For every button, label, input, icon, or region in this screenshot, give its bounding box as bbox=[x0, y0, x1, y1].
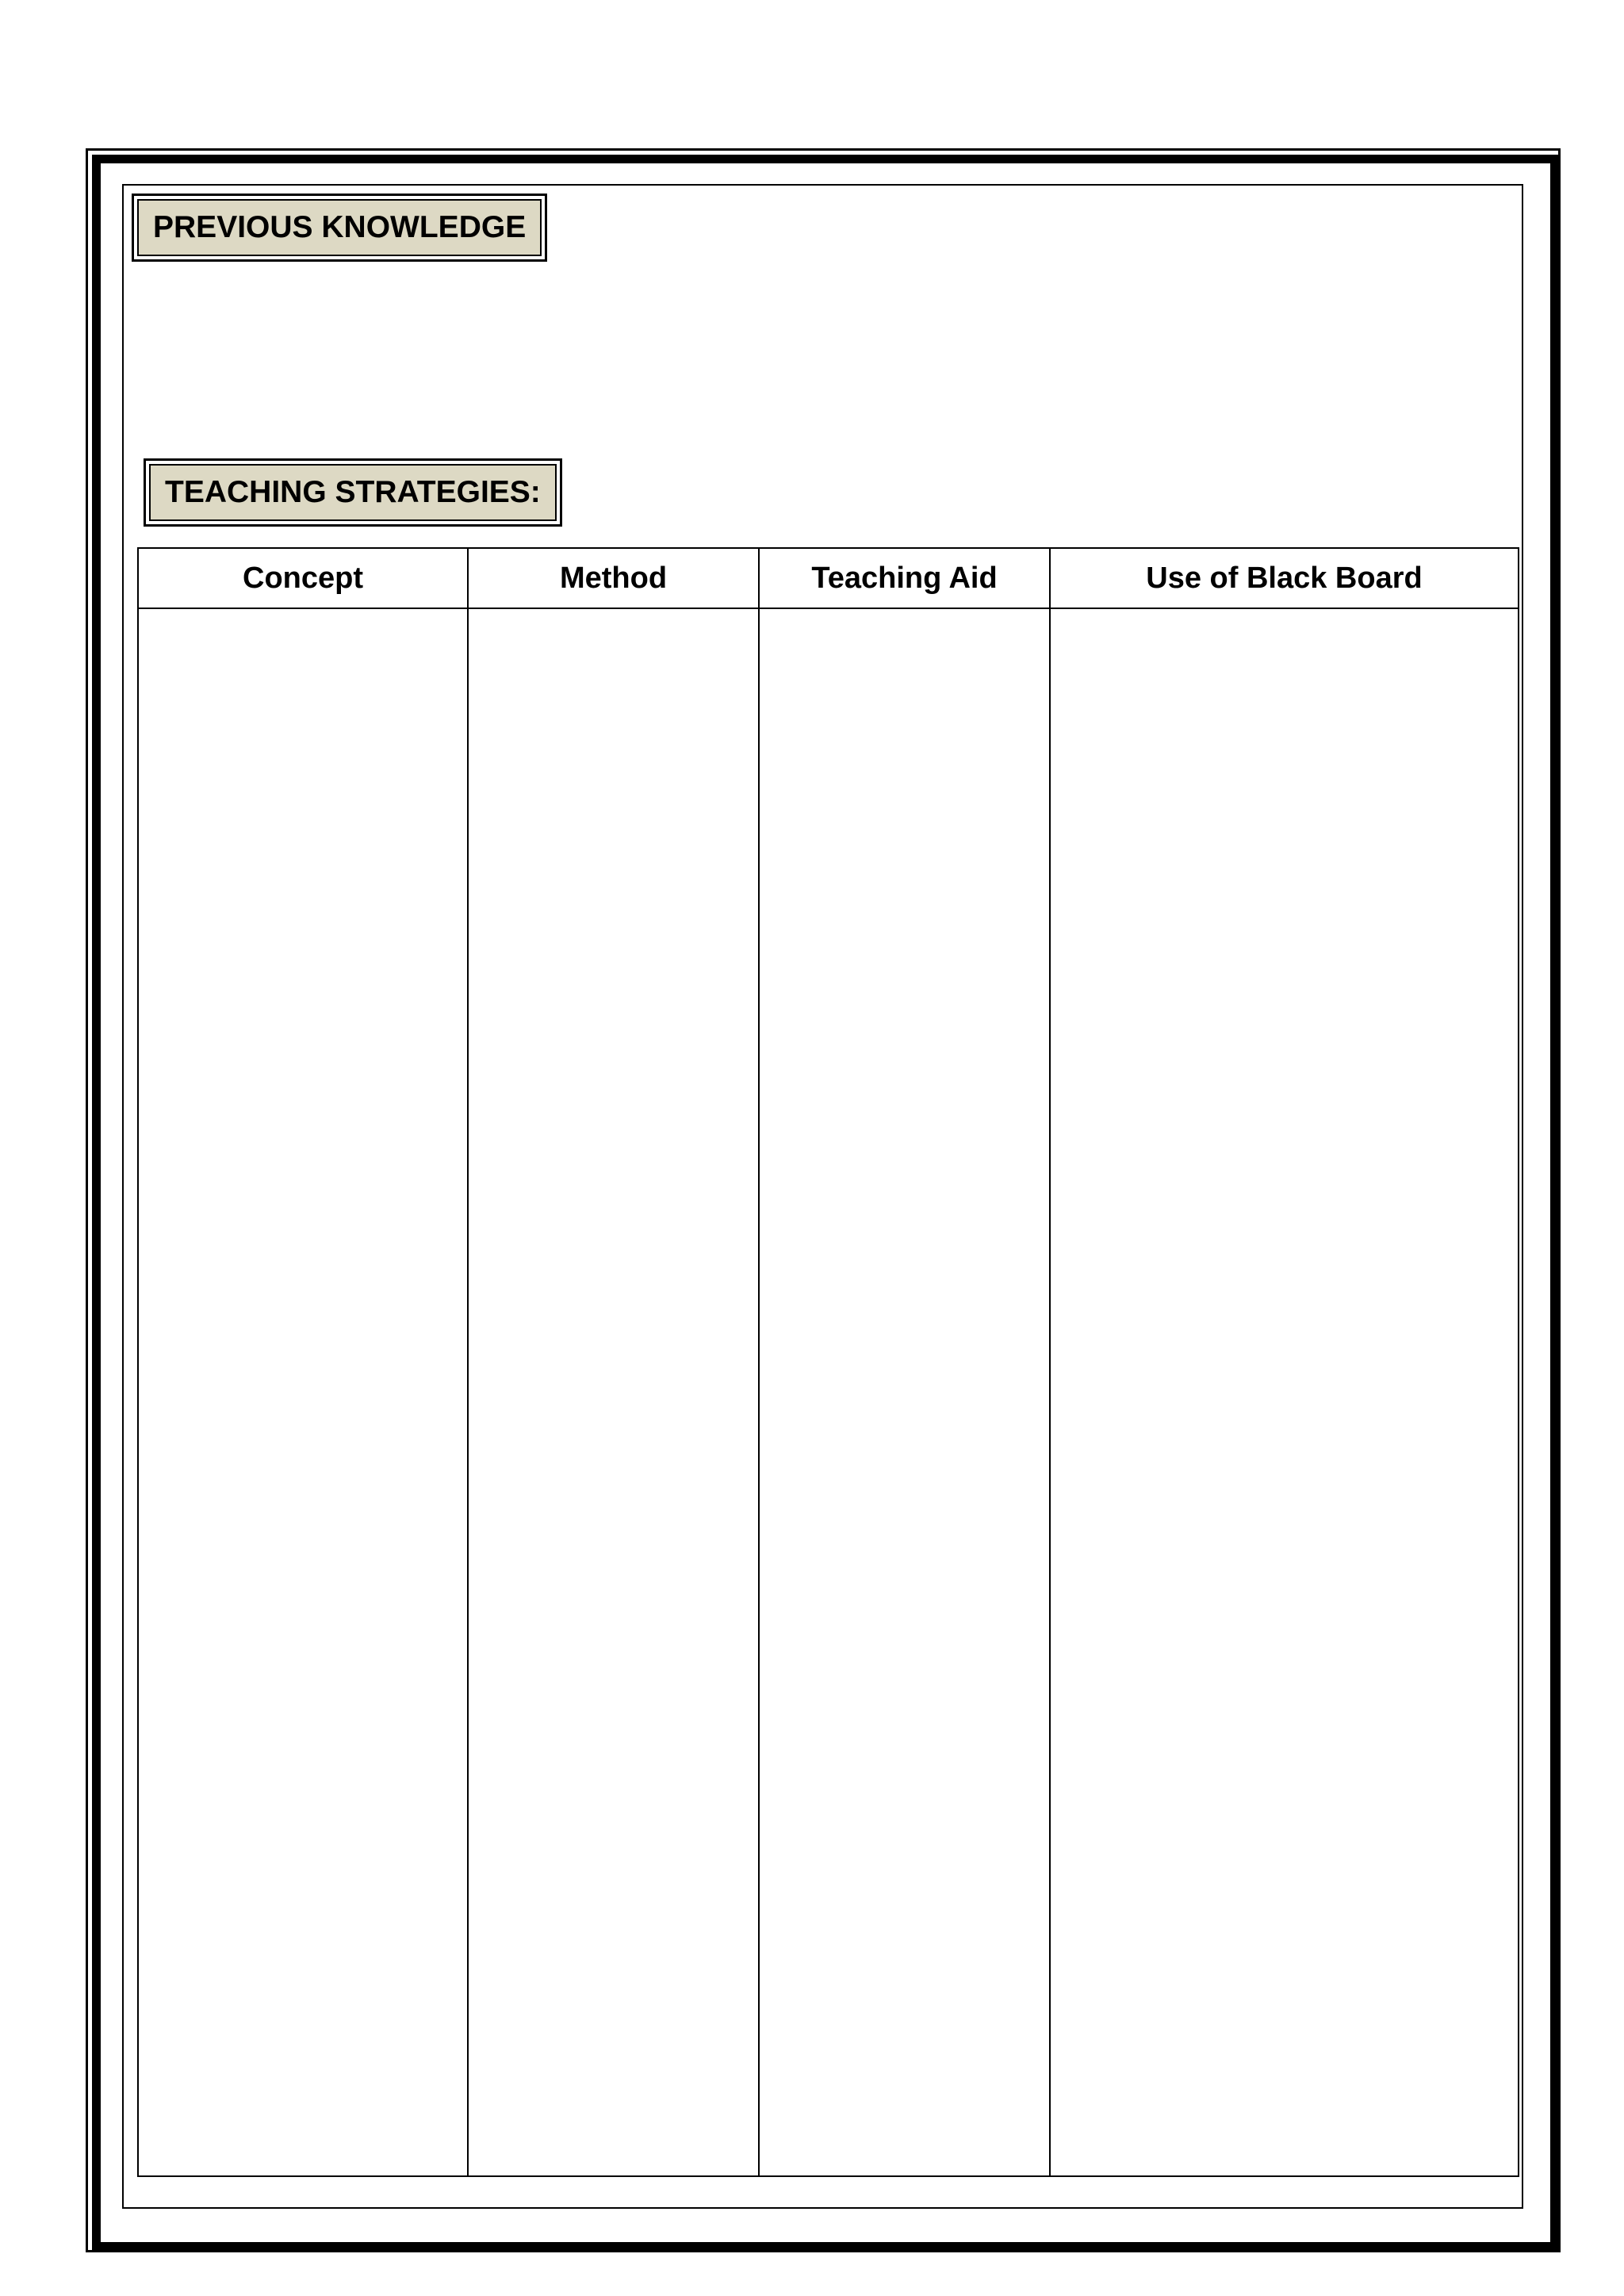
table-row bbox=[138, 608, 1519, 2176]
method-cell[interactable] bbox=[468, 608, 759, 2176]
table-header-row bbox=[138, 548, 1519, 608]
teaching-aid-cell[interactable] bbox=[759, 608, 1050, 2176]
use-of-black-board-cell[interactable] bbox=[1050, 608, 1519, 2176]
previous-knowledge-heading bbox=[132, 194, 547, 262]
column-header-method: Method bbox=[468, 548, 759, 608]
concept-cell[interactable] bbox=[138, 608, 468, 2176]
column-header-teaching-aid: Teaching Aid bbox=[759, 548, 1050, 608]
column-header-use-of-black-board: Use of Black Board bbox=[1050, 548, 1519, 608]
teaching-strategies-heading bbox=[144, 458, 562, 527]
teaching-strategies-table bbox=[137, 547, 1519, 2177]
teaching-strategies-heading-label: TEACHING STRATEGIES: bbox=[149, 464, 557, 521]
column-header-concept: Concept bbox=[138, 548, 468, 608]
previous-knowledge-heading-label: PREVIOUS KNOWLEDGE bbox=[137, 199, 542, 256]
